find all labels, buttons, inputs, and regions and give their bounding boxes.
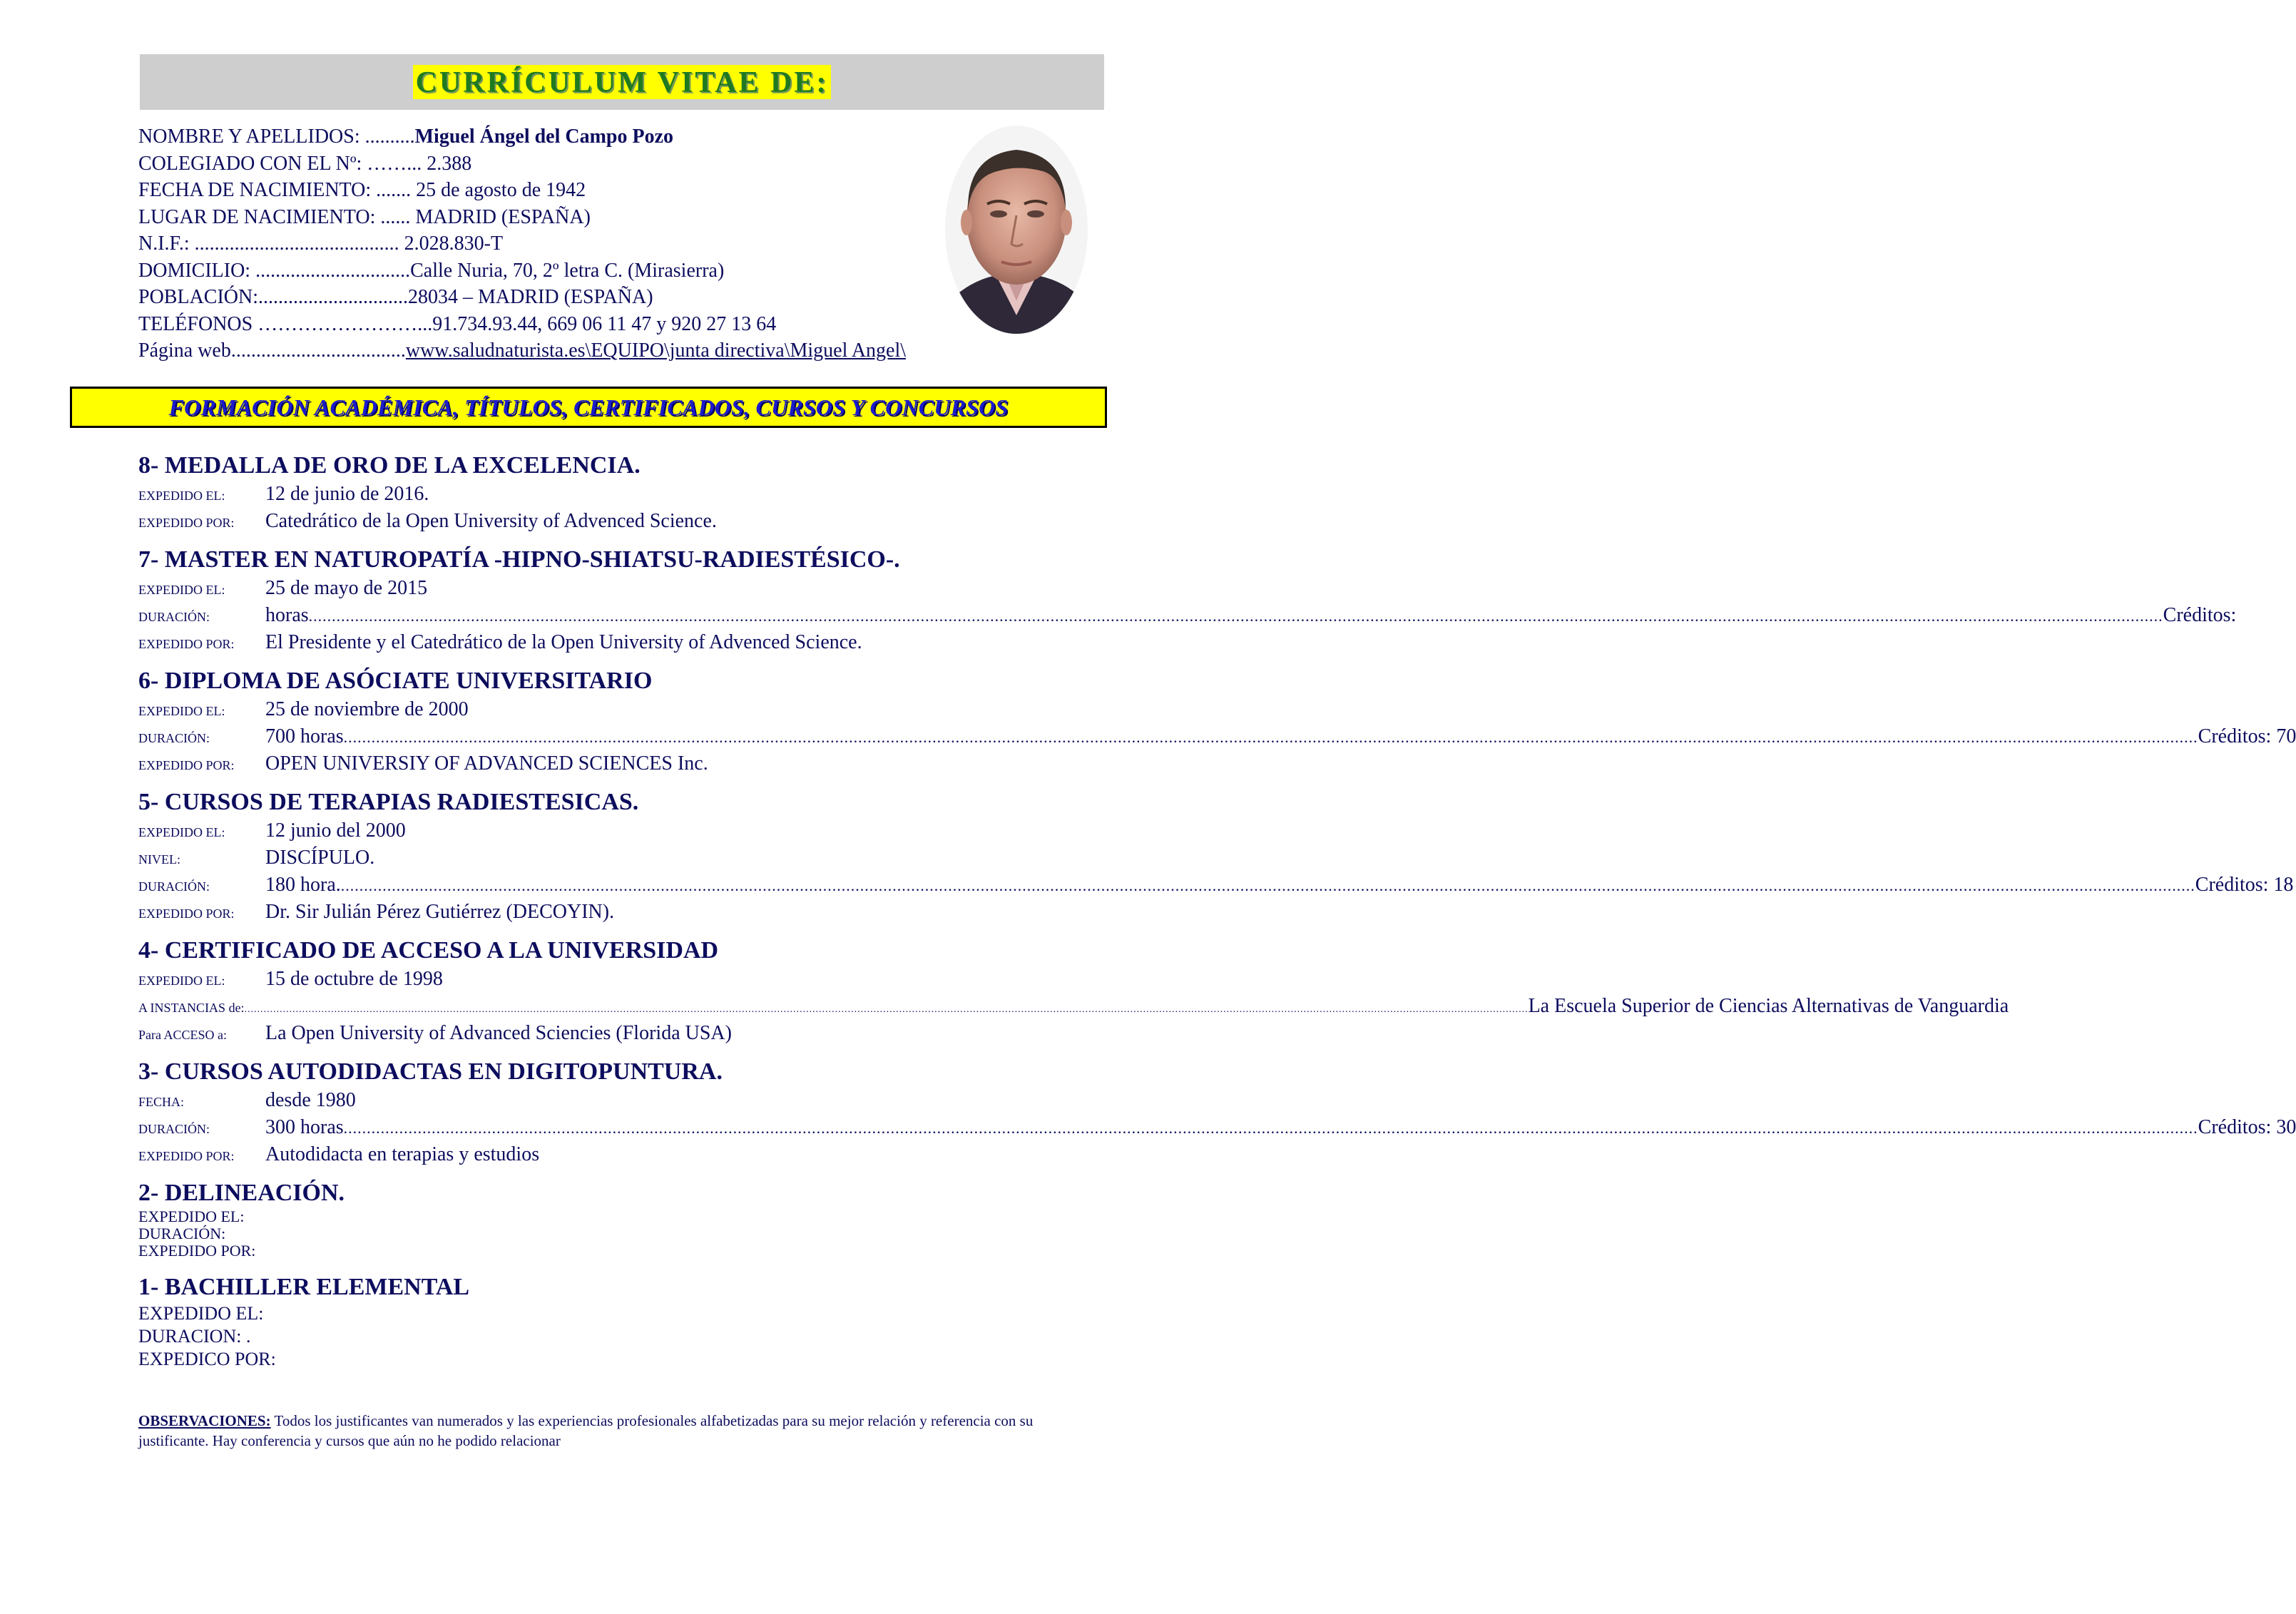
row-label: EXPEDIDO EL: <box>138 583 225 597</box>
entry-row <box>138 1141 1080 1168</box>
entry-title: 6- DIPLOMA DE ASÓCIATE UNIVERSITARIO <box>138 668 653 694</box>
education-entry <box>138 1057 2296 1168</box>
observations-label: OBSERVACIONES: <box>138 1412 271 1429</box>
entry-row <box>138 844 1080 872</box>
info-label: N.I.F.: ......................................... <box>138 233 404 255</box>
info-label: NOMBRE Y APELLIDOS: .......... <box>138 126 415 148</box>
dot-leader: ................................................................................................................................................................................................................................................................................................................................................................................................................ <box>244 1004 1529 1015</box>
info-label: POBLACIÓN:.............................. <box>138 286 409 308</box>
row-label: A INSTANCIAS de: <box>138 1001 245 1015</box>
entry-row <box>138 723 2296 750</box>
info-label: FECHA DE NACIMIENTO: ....... <box>138 179 417 201</box>
info-value: 28034 – MADRID (ESPAÑA) <box>408 286 653 308</box>
entry-row-label: DURACION: . <box>138 1326 251 1347</box>
education-entry <box>138 545 2237 656</box>
entry-title: 4- CERTIFICADO DE ACCESO A LA UNIVERSIDAD <box>138 937 719 964</box>
education-entry <box>138 666 2296 777</box>
page-title: CURRÍCULUM VITAE DE: <box>413 65 832 99</box>
portrait-photo <box>943 123 1090 335</box>
entry-title: 5- CURSOS DE TERAPIAS RADIESTESICAS. <box>138 789 639 815</box>
entry-row <box>138 602 2237 629</box>
row-label: DURACIÓN: <box>138 1122 210 1136</box>
personal-info <box>138 123 994 364</box>
dot-leader: ................................................................................................................................................................................................................................................................................................................................................................................................................ <box>340 877 2195 894</box>
education-entry <box>138 451 1080 535</box>
observations <box>138 1411 1080 1451</box>
row-value: DISCÍPULO. <box>265 847 375 869</box>
row-value: El Presidente y el Catedrático de la Open University of Advenced Science. <box>265 631 862 653</box>
row-value: 700 horas <box>265 725 344 747</box>
entry-row <box>138 817 1080 844</box>
info-row <box>138 150 994 178</box>
row-label: EXPEDIDO EL: <box>138 489 225 503</box>
row-label: DURACIÓN: <box>138 731 210 745</box>
row-label: FECHA: <box>138 1095 185 1109</box>
entry-row-label: DURACIÓN: <box>138 1225 226 1242</box>
observations-text: Todos los justificantes van numerados y las experiencias profesionales alfabetizadas para su mejor relación y referencia con su justificante. Hay conferencia y cursos que aún no he podido relacionar <box>138 1412 1034 1449</box>
education-entry <box>138 787 2294 926</box>
row-value: La Escuela Superior de Ciencias Alternativas de Vanguardia <box>1528 995 2009 1017</box>
info-label: COLEGIADO CON EL Nº: ……... <box>138 152 427 175</box>
entry-title: 1- BACHILLER ELEMENTAL <box>138 1274 470 1300</box>
entry-row <box>138 872 2294 899</box>
info-row <box>138 204 994 231</box>
info-label: Página web................................... <box>138 339 406 362</box>
entry-row <box>138 696 1080 723</box>
credits-value: Créditos: 30 <box>2198 1116 2296 1138</box>
row-label: Para ACCESO a: <box>138 1028 227 1042</box>
row-label: EXPEDIDO POR: <box>138 1149 235 1163</box>
row-label: EXPEDIDO EL: <box>138 704 225 718</box>
dot-leader: ................................................................................................................................................................................................................................................................................................................................................................................................................ <box>343 1119 2198 1137</box>
entry-row <box>138 481 1080 508</box>
entry-row-label: EXPEDIDO EL: <box>138 1207 245 1225</box>
education-list <box>138 451 2296 1381</box>
entry-title: 2- DELINEACIÓN. <box>138 1180 345 1206</box>
entry-row <box>138 966 1080 993</box>
credits-value: Créditos: 70 <box>2198 725 2296 747</box>
info-value: 25 de agosto de 1942 <box>416 179 586 201</box>
entry-row <box>138 575 1080 602</box>
row-value: 15 de octubre de 1998 <box>265 968 443 990</box>
info-value: 91.734.93.44, 669 06 11 47 y 920 27 13 64 <box>432 312 777 335</box>
entry-row <box>138 1114 2296 1141</box>
row-value: 180 hora. <box>265 874 341 896</box>
entry-row <box>138 899 1080 926</box>
row-value: 300 horas <box>265 1116 344 1138</box>
entry-row <box>138 1020 1080 1047</box>
row-label: EXPEDIDO POR: <box>138 637 235 651</box>
info-label: DOMICILIO: ............................... <box>138 259 411 282</box>
entry-row <box>138 993 2009 1020</box>
info-label: TELÉFONOS ……………………... <box>138 312 433 335</box>
row-value: horas <box>265 604 309 626</box>
info-label: LUGAR DE NACIMIENTO: ...... <box>138 205 416 228</box>
dot-leader: ................................................................................................................................................................................................................................................................................................................................................................................................................ <box>308 607 2163 625</box>
entry-title: 8- MEDALLA DE ORO DE LA EXCELENCIA. <box>138 452 641 479</box>
row-value: 25 de mayo de 2015 <box>265 577 428 599</box>
website-link[interactable]: www.saludnaturista.es\EQUIPO\junta directiva\Miguel Angel\ <box>405 339 907 362</box>
row-value: 12 de junio de 2016. <box>265 483 429 505</box>
row-value: OPEN UNIVERSIY OF ADVANCED SCIENCES Inc. <box>265 752 708 775</box>
entry-row <box>138 629 1080 656</box>
info-row <box>138 284 994 311</box>
credits-value: Créditos: <box>2163 604 2237 626</box>
entry-title: 7- MASTER EN NATUROPATÍA -HIPNO-SHIATSU-RADIESTÉSICO-. <box>138 546 900 573</box>
portrait-image <box>943 123 1090 335</box>
education-entry <box>138 1272 1080 1371</box>
info-row <box>138 177 994 204</box>
entry-row-label: EXPEDICO POR: <box>138 1349 276 1369</box>
row-label: EXPEDIDO POR: <box>138 758 235 772</box>
row-label: EXPEDIDO EL: <box>138 825 225 839</box>
entry-row <box>138 508 1080 535</box>
info-row <box>138 257 994 285</box>
row-label: DURACIÓN: <box>138 610 210 624</box>
education-entry <box>138 936 2009 1047</box>
credits-value: Créditos: 18 <box>2195 874 2294 896</box>
title-bar <box>140 54 1104 110</box>
entry-row <box>138 1087 1080 1114</box>
info-value: MADRID (ESPAÑA) <box>415 205 591 228</box>
row-label: EXPEDIDO POR: <box>138 516 235 530</box>
entry-title: 3- CURSOS AUTODIDACTAS EN DIGITOPUNTURA. <box>138 1058 723 1085</box>
row-label: NIVEL: <box>138 852 180 867</box>
info-value: 2.028.830-T <box>404 233 504 255</box>
row-value: desde 1980 <box>265 1089 356 1111</box>
row-value: 12 junio del 2000 <box>265 819 406 842</box>
info-row <box>138 311 994 338</box>
row-label: DURACIÓN: <box>138 879 210 894</box>
row-label: EXPEDIDO POR: <box>138 906 235 921</box>
section-header <box>70 387 1107 428</box>
info-row <box>138 337 994 364</box>
education-entry <box>138 1178 1080 1260</box>
row-value: La Open University of Advanced Sciencies (Florida USA) <box>265 1022 732 1044</box>
info-value: Miguel Ángel del Campo Pozo <box>414 126 674 148</box>
row-value: Autodidacta en terapias y estudios <box>265 1143 540 1165</box>
section-title: FORMACIÓN ACADÉMICA, TÍTULOS, CERTIFICADOS, CURSOS Y CONCURSOS <box>168 394 1009 420</box>
dot-leader: ................................................................................................................................................................................................................................................................................................................................................................................................................ <box>343 728 2198 746</box>
row-value: Catedrático de la Open University of Advenced Science. <box>265 510 717 532</box>
info-value: Calle Nuria, 70, 2º letra C. (Mirasierra) <box>410 259 725 282</box>
info-row <box>138 230 994 257</box>
row-label: EXPEDIDO EL: <box>138 974 225 988</box>
entry-row-label: EXPEDIDO EL: <box>138 1303 264 1324</box>
info-row <box>138 123 994 150</box>
entry-row <box>138 750 1080 777</box>
info-value: 2.388 <box>427 152 472 175</box>
row-value: Dr. Sir Julián Pérez Gutiérrez (DECOYIN). <box>265 901 615 923</box>
row-value: 25 de noviembre de 2000 <box>265 698 469 720</box>
entry-row-label: EXPEDIDO POR: <box>138 1242 256 1260</box>
